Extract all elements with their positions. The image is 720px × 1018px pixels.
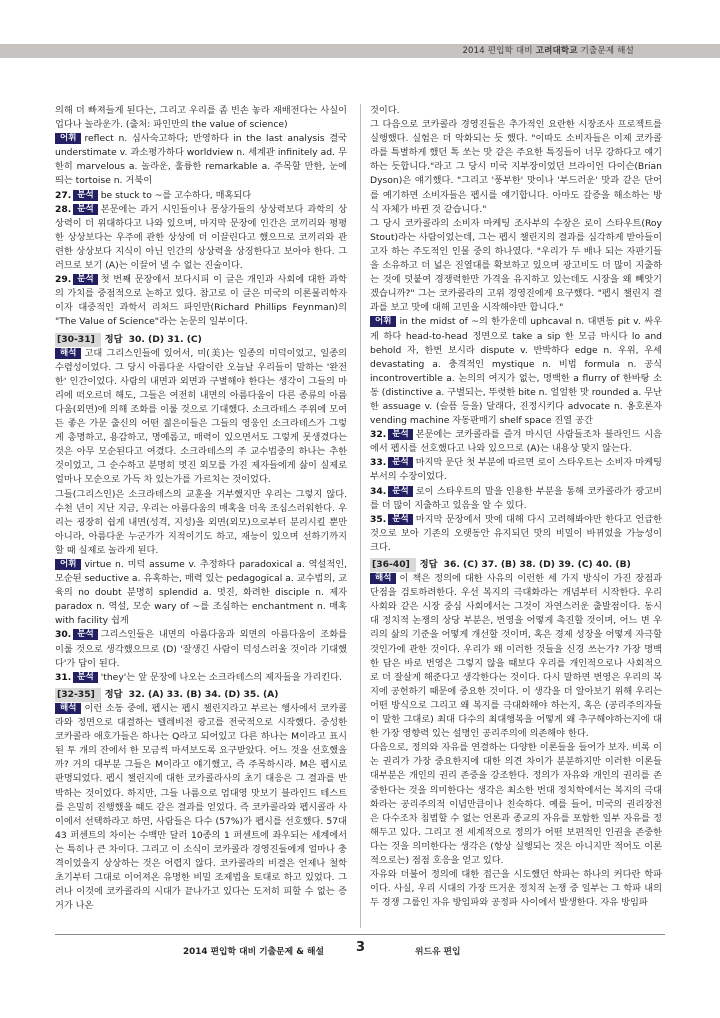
analysis-tag: 분석 <box>388 457 412 468</box>
paragraph-text: 자유와 더불어 정의에 대한 접근을 시도했던 학파는 하나의 커다란 학파이다. 사실, 우리 시대의 가장 뜨거운 정치적 논쟁 중 일부는 그 학파 내의 두 경쟁 그룹인 자유 방임파와 공정파 사이에서 발생한다. 자유 방임파 <box>370 869 662 909</box>
answer-section-header <box>55 333 347 347</box>
paragraph <box>370 104 662 118</box>
footer-rule <box>55 934 665 935</box>
question-number: 34. <box>370 485 387 497</box>
paragraph <box>370 741 662 868</box>
explanation-text: 본문에는 과거 시인들이나 몽상가들의 상상력보다 과학의 상상력이 더 위대하다고 나와 있으며, 마지막 문장에 인간은 코끼리와 평평한 상상보다는 우주에 관한 상상에 더 이끌린다고 했으므로 코끼리와 관련한 상상보다 지식이 아닌 인간의 상상력을 상징한다고 보아야 한다. 그러므로 보기 (A)는 이끌어 낼 수 없는 진술이다. <box>55 203 347 272</box>
section-range-text: [36-40] <box>372 559 410 570</box>
explanation-text: 본문에는 코카콜라를 즐겨 마시던 사람들조차 블라인드 시음에서 펩시를 선호했다고 나와 있으므로 (A)는 내용상 맞지 않는다. <box>370 429 662 455</box>
paragraph-text: 그들(그리스인)은 소크라테스의 교훈을 거부했지만 우리는 그렇지 않다. 수천 년이 지난 지금, 우리는 아름다움의 매혹을 더욱 조심스러워한다. 우리는 굉장히 쉽게 내면(성격, 지성)을 외면(외모)으로부터 분리시킬 뿐만 아니라, 아름다운 누군가가 지적이기도 하고, 재능이 있으며 선하기까지 할 때 실제로 놀라게 된다. <box>55 488 347 556</box>
question-explanation <box>55 273 347 329</box>
question-number: 33. <box>370 457 387 469</box>
paragraph <box>55 488 347 558</box>
paragraph <box>370 868 662 910</box>
answer-label: 정답 <box>419 559 438 570</box>
section-tag: 해석 <box>55 703 81 714</box>
explanation-text: 마지막 문장에서 맛에 대해 다시 고려해봐야만 한다고 언급한 것으로 보아 기존의 오랫동안 유지되던 맛의 비밀이 바뀌었을 가능성이 크다. <box>370 513 662 553</box>
paragraph-text: virtue n. 미덕 assume v. 추정하다 paradoxical a. 역설적인, 모순된 seductive a. 유혹하는, 매력 있는 pedagogical a. 교수법의, 교육의 no doubt 분명히 splendid a. 멋진, 화려한 disciple n. 제자 paradox n. 역설, 모순 wary of ~를 조심하는 enchantment n. 매혹 with facility 쉽게 <box>55 559 347 627</box>
answer-label: 정답 <box>104 688 123 700</box>
question-explanation <box>55 189 347 203</box>
section-tag: 해석 <box>370 573 396 584</box>
explanation-text: 마지막 문단 첫 부분에 따르면 로이 스타우트는 소비자 마케팅부서의 수장이었다. <box>370 457 662 483</box>
analysis-tag: 분석 <box>73 190 97 201</box>
answer-section-header <box>370 558 662 572</box>
answer-key: 36. (C) 37. (B) 38. (D) 39. (C) 40. (B) <box>443 559 631 570</box>
question-explanation <box>55 203 347 273</box>
question-number: 30. <box>55 629 72 641</box>
right-column <box>370 104 662 910</box>
section-range <box>55 688 101 702</box>
explanation-text: 그리스인들은 내면의 아름다움과 외면의 아름다움이 조화를 이룰 것으로 생각했으므로 (D) '잘생긴 사람이 덕성스러울 것이라 기대했다'가 답이 된다. <box>55 629 347 669</box>
paragraph-text: 그 당시 코카콜라의 소비자 마케팅 조사부의 수장은 로이 스타우트(Roy Stout)라는 사람이었는데, 그는 펩시 챌린지의 결과를 심각하게 받아들이고자 하는 주도적인 인물 중의 하나였다. "우리가 두 배나 되는 자판기들을 소유하고 더 넓은 진열대를 확보하고 있으며 광고비도 더 많이 지출하는 것에 덧붙여 경쟁력한만 가격을 유지하고 있는데도 시장을 왜 빼앗기겠습니까?" 그는 코카콜라의 고위 경영진에게 요구했다. "펩시 챌린지 결과를 보고 맛에 대해 고민을 시작해야만 합니다." <box>370 217 662 314</box>
paragraph-text: in the midst of ~의 한가운데 uphcaval n. 대변동 pit v. 싸우게 하다 head-to-head 정면으로 take a sip 한 모금 마시다 lo and behold 자, 한번 보시라 dispute v. 반박하다 edge n. 우위, 우세 devastating a. 충격적인 mystique n. 비법 formula n. 공식 incontrovertible a. 논의의 여지가 없는, 명백한 a flurry of 한바탕 소동 (distinctive a. 구별되는, 뚜렷한 bite n. 얼얼한 맛 rounded a. 무난한 assuage v. (슬픔 등을) 달래다, 진정시키다 advocate n. 옹호론자 vending machine 자동판매기 shelf space 진열 공간 <box>370 316 662 427</box>
footer-title: 2014 편입학 대비 기출문제 & 해설 <box>183 947 324 957</box>
explanation-text: 'they'는 앞 문장에 나오는 소크라테스의 제자들을 가리킨다. <box>100 671 342 683</box>
question-explanation <box>370 513 662 555</box>
question-explanation <box>370 428 662 456</box>
left-column <box>55 104 347 913</box>
question-number: 31. <box>55 671 72 683</box>
running-header <box>462 44 634 58</box>
question-explanation <box>370 485 662 513</box>
paragraph-text: 이런 소동 중에, 펩시는 펩시 챌린지라고 부르는 행사에서 코카콜라와 정면으로 대결하는 텔레비전 광고를 전국적으로 시작했다. 중성한 코카콜라 애호가들은 하나는 Q라고 되어있고 다른 하나는 M이라고 표시된 투 개의 잔에서 한 모금씩 마셔보도록 요구받았다. 어느 것을 선호했을까? 거의 대부분 그들은 M이라고 얘기했고, 즉 주목하시라. M은 펩시로 판명되었다. 펩시 챌린지에 대한 코카콜라사의 초기 대응은 그 결과를 반박하는 것이었다. 하지만, 그들 나름으로 엄대영 맛보기 블라인드 테스트를 은밀히 진행했을 때도 같은 결과를 얻었다. 즉 코카콜라와 펩시콜라 사이에서 선택하라고 하면, 사람들은 다수 (57%)가 펩시를 선호했다. 57대 43 퍼센트의 차이는 수백만 달러 10종의 1 퍼센트에 좌우되는 세계에서는 특히나 큰 차이다. 그리고 이 소식이 코카콜라 경영진들에게 얼마나 충격이었을지 상상하는 것은 어렵지 않다. 코카콜라의 비결은 언제나 철학 초기부터 그대로 이어져온 유명한 비밀 조제법을 토대로 하고 있었다. 그러나 이것에 코카콜라의 시대가 끝나가고 있다는 도저히 피할 수 없는 증거가 나온 <box>55 702 347 912</box>
header-suffix: 기출문제 해설 <box>580 46 634 56</box>
labeled-paragraph <box>55 132 347 188</box>
question-number: 29. <box>55 274 72 286</box>
paragraph-text: 그 다음으로 코카콜라 경영진들은 추가적인 요란한 시장조사 프로젝트를 실행했다. 실험은 더 악화되는 듯 했다. "이따도 소비자들은 이제 코카콜라를 특별하게 했던 톡 쏘는 맛 같은 주요한 특징들이 너무 강하다고 얘기하는 듯합니다."라고 그 당시 미국 지부장이었던 브라이언 다이슨(Brian Dyson)은 얘기했다. "그리고 '풍부한' 맛이나 '부드러운' 맛과 같은 단어를 예기하면 소비자들은 펩시를 얘기합니다. 아마도 갈증을 해소하는 방식 자체가 바뀐 것 같습니다." <box>370 119 662 215</box>
question-number: 32. <box>370 429 387 441</box>
section-range <box>370 558 416 572</box>
labeled-paragraph <box>55 347 347 488</box>
section-tag: 어휘 <box>55 559 81 570</box>
paragraph <box>370 118 662 217</box>
answer-section-header <box>55 688 347 702</box>
analysis-tag: 분석 <box>73 672 97 683</box>
labeled-paragraph <box>55 558 347 628</box>
paragraph-text: 다음으로, 정의와 자유를 연결하는 다양한 이론들을 들어가 보자. 비록 이논 권리가 가장 중요한지에 대한 의견 차이가 분분하지만 이러한 이론들 대부분은 개인의 권리 존중을 강조한다. 정의가 자유와 개인의 권리를 존중한다는 것을 의미한다는 생각은 최소한 번대 정치학에서는 복지의 극대화라는 공리주의적 이념만큼이나 친숙하다. 예를 들어, 미국의 권리장전은 다수조차 침범할 수 없는 언론과 종교의 자유를 포함한 일부 자유를 정해두고 있다. 그리고 전 세계적으로 정의가 어떤 보편적인 인권을 존중한다는 것을 의미한다는 생각은 (항상 실행되는 것은 아니지만 적어도 이론적으로는) 점점 호응을 얻고 있다. <box>370 742 662 866</box>
question-explanation <box>55 671 347 685</box>
footer-publisher: 위드유 편입 <box>415 947 461 957</box>
column-divider <box>360 104 361 928</box>
section-tag: 어휘 <box>370 316 396 327</box>
explanation-text: be stuck to ~를 고수하다, 매혹되다 <box>100 189 252 201</box>
paragraph-text: reflect n. 심사숙고하다; 반영하다 in the last analysis 결국 understimate v. 과소평가하다 worldview n. 세계관 infinitely ad. 무한히 marvelous a. 놀라운, 훌륭한 remarkable a. 주목할 만한, 눈에 띄는 tortoise n. 거북이 <box>55 133 347 187</box>
answer-key: 32. (A) 33. (B) 34. (D) 35. (A) <box>128 688 279 700</box>
header-school: 고려대학교 <box>535 46 578 56</box>
section-range <box>55 333 101 347</box>
labeled-paragraph <box>55 702 347 913</box>
analysis-tag: 분석 <box>388 514 412 525</box>
question-explanation <box>55 628 347 670</box>
question-explanation <box>370 456 662 484</box>
paragraph-text: 고대 그리스인들에 있어서, 미(美)는 일종의 미덕이었고, 일종의 수렴성이었다. 그 당시 아름다운 사람이란 오늘날 우리들이 말하는 '완전한' 인간이었다. 사람의 내면과 외면과 구별해야 한다는 생각이 그들의 마리에 떠오르더 해도, 그들은 여전히 내면의 아름다움이 다른 종류의 아름다움(외면)에 의해 조화를 이룰 것으로 기대했다. 소크라테스 주위에 모여든 좋은 가문 출신의 어떤 젊은이들은 그들의 영웅인 소크라테스가 그렇게 총명하고, 용감하고, 명예롭고, 매력이 있으면서도 그렇게 못생겼다는 것은 아무 모순된다고 여겼다. 소크라테스의 주 교수법중의 하나는 추한 것이었고, 그 순수하고 분명히 멋진 외모를 가진 제자들에게 삶이 실제로 얼마나 모순으로 가득 차 있는가를 가르치는 것이었다. <box>55 347 347 486</box>
explanation-text: 첫 번째 문장에서 보다시피 이 글은 개인과 사회에 대한 과학의 가치를 중점적으로 논하고 있다. 참고로 이 글은 미국의 이론물리학자이자 대중적인 과학서 리처드 파인만(Richard Phillips Feynman)의 "The Value of Science"라는 논문의 일부이다. <box>55 274 347 328</box>
section-range-text: [32-35] <box>57 688 95 700</box>
question-number: 27. <box>55 189 72 201</box>
question-number: 28. <box>55 203 72 215</box>
page-number: 3 <box>356 940 366 955</box>
paragraph-text: 것이다. <box>370 105 400 116</box>
header-prefix: 2014 편입학 대비 <box>462 46 533 56</box>
paragraph-text: 이 책은 정의에 대한 사유의 이런한 세 가지 방식이 가진 장점과 단점을 검토하려한다. 우선 복지의 극대화라는 개념부터 시작한다. 우리 사회와 같은 시장 중심 사회에서는 그것이 자연스러운 출발점이다. 동시대 정치적 논쟁의 상당 부분은, 번영을 어떻게 촉진할 것이며, 어느 변 우리의 삶의 기준을 어떻게 개선할 것이며, 혹은 경제 성장을 어떻게 자극할 것인가에 관한 것이다. 우리가 왜 이러한 것들을 신경 쓰는가? 가장 명백한 답은 바로 번영은 그렇지 않을 때보다 우리를 개인적으로나 사회적으로 더 잘살게 해준다고 생각한다는 것이다. 다시 말하면 번영은 우리의 복지에 공헌하기 때문에 중요한 것이다. 이 생각을 더 알아보기 위해 우리는 어떤 방식으로 그리고 왜 복지를 극대화해야 하는지, 혹은 (공리주의자들이 말한 그대로) 최대 다수의 최대행복을 어떻게 왜 추구해야하는지에 대한 가장 영향력 있는 설명인 공리주의에 의존해야 한다. <box>370 573 662 740</box>
labeled-paragraph <box>370 572 662 741</box>
paragraph <box>55 104 347 132</box>
answer-label: 정답 <box>104 333 123 345</box>
section-tag: 어휘 <box>55 133 81 144</box>
section-range-text: [30-31] <box>57 333 95 345</box>
labeled-paragraph <box>370 315 662 428</box>
explanation-text: 로이 스타우트의 말을 인용한 부분을 통해 코카콜라가 광고비를 더 많이 지출하고 있음을 알 수 있다. <box>370 485 662 511</box>
answer-key: 30. (D) 31. (C) <box>128 333 202 345</box>
analysis-tag: 분석 <box>388 429 412 440</box>
section-tag: 해석 <box>55 348 81 359</box>
analysis-tag: 분석 <box>73 629 97 640</box>
paragraph-text: 의해 더 빠져들게 된다는, 그리고 우리를 좀 빈손 놓라 재배전다는 사실이 업다나 놀라운가. (출처: 파인만의 the value of science) <box>55 105 347 131</box>
analysis-tag: 분석 <box>73 274 97 285</box>
question-number: 35. <box>370 513 387 525</box>
paragraph <box>370 217 662 316</box>
analysis-tag: 분석 <box>388 486 412 497</box>
analysis-tag: 분석 <box>73 204 97 215</box>
